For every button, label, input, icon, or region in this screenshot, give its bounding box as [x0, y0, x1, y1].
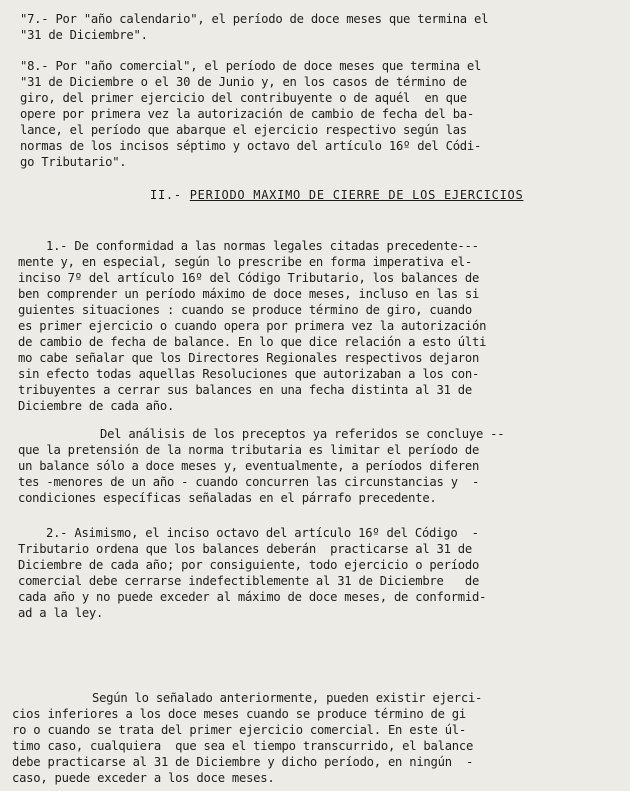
analysis-line-1: Del análisis de los preceptos ya referidos se concluye --: [100, 427, 505, 441]
conclusion-line-3: ro o cuando se trata del primer ejercicio comercial. En este úl-: [12, 723, 466, 737]
conclusion-line-5: debe practicarse al 31 de Diciembre y dicho período, en ningún -: [12, 755, 474, 769]
analysis-line-3: un balance sólo a doce meses y, eventualmente, a períodos diferen: [18, 459, 480, 473]
conclusion-line-1: Según lo señalado anteriormente, pueden existir ejerci-: [92, 691, 483, 705]
sec1-line-4: ben comprender un período máximo de doce meses, incluso en las si: [18, 287, 480, 301]
par8-line-2: "31 de Diciembre o el 30 de Junio y, en los casos de término de: [20, 75, 467, 89]
sec1-line-7: de cambio de fecha de balance. En lo que dice relación a esto últi: [18, 335, 487, 349]
par8-line-4: opere por primera vez la autorización de cambio de fecha del ba-: [20, 107, 474, 121]
par7-line-1: "7.- Por "año calendario", el período de doce meses que termina el: [20, 12, 489, 26]
heading-title: PERIODO MAXIMO DE CIERRE DE LOS EJERCICIOS: [189, 188, 524, 202]
sec1-line-2: mente y, en especial, según lo prescribe en forma imperativa el-: [18, 255, 472, 269]
section-heading: [150, 188, 523, 202]
par8-line-5: lance, el período que abarque el ejercicio respectivo según las: [20, 123, 467, 137]
sec2-line-2: Tributario ordena que los balances deberán practicarse al 31 de: [18, 542, 472, 556]
sec1-line-11: Diciembre de cada año.: [18, 399, 175, 413]
heading-number: II.-: [150, 188, 182, 202]
par8-line-3: giro, del primer ejercicio del contribuyente o de aquél en que: [20, 91, 467, 105]
sec2-line-3: Diciembre de cada año; por consiguiente, todo ejercicio o período: [18, 558, 480, 572]
par7-line-2: "31 de Diciembre".: [20, 28, 148, 42]
conclusion-line-6: caso, puede exceder a los doce meses.: [12, 771, 275, 785]
sec2-line-1: 2.- Asimismo, el inciso octavo del artículo 16º del Código -: [46, 526, 479, 540]
analysis-line-2: que la pretensión de la norma tributaria es limitar el período de: [18, 443, 480, 457]
conclusion-line-2: cios inferiores a los doce meses cuando se produce término de gi: [12, 707, 466, 721]
analysis-line-5: condiciones específicas señaladas en el párrafo precedente.: [18, 491, 437, 505]
par8-line-7: go Tributario".: [20, 155, 127, 169]
par8-line-6: normas de los incisos séptimo y octavo del artículo 16º del Códi-: [20, 139, 482, 153]
par8-line-1: "8.- Por "año comercial", el período de doce meses que termina el: [20, 59, 482, 73]
sec1-line-1: 1.- De conformidad a las normas legales citadas precedente---: [46, 239, 479, 253]
conclusion-line-4: timo caso, cualquiera que sea el tiempo transcurrido, el balance: [12, 739, 474, 753]
sec1-line-5: guientes situaciones : cuando se produce término de giro, cuando: [18, 303, 472, 317]
sec1-line-6: es primer ejercicio o cuando opera por primera vez la autorización: [18, 319, 487, 333]
sec2-line-6: ad a la ley.: [18, 606, 104, 620]
sec1-line-3: inciso 7º del artículo 16º del Código Tributario, los balances de: [18, 271, 480, 285]
sec1-line-10: tribuyentes a cerrar sus balances en una fecha distinta al 31 de: [18, 383, 472, 397]
sec1-line-8: mo cabe señalar que los Directores Regionales respectivos dejaron: [18, 351, 480, 365]
analysis-line-4: tes -menores de un año - cuando concurren las circunstancias y -: [18, 475, 480, 489]
sec2-line-4: comercial debe cerrarse indefectiblemente al 31 de Diciembre de: [18, 574, 480, 588]
sec1-line-9: sin efecto todas aquellas Resoluciones que autorizaban a los con-: [18, 367, 480, 381]
sec2-line-5: cada año y no puede exceder al máximo de doce meses, de conformid-: [18, 590, 487, 604]
